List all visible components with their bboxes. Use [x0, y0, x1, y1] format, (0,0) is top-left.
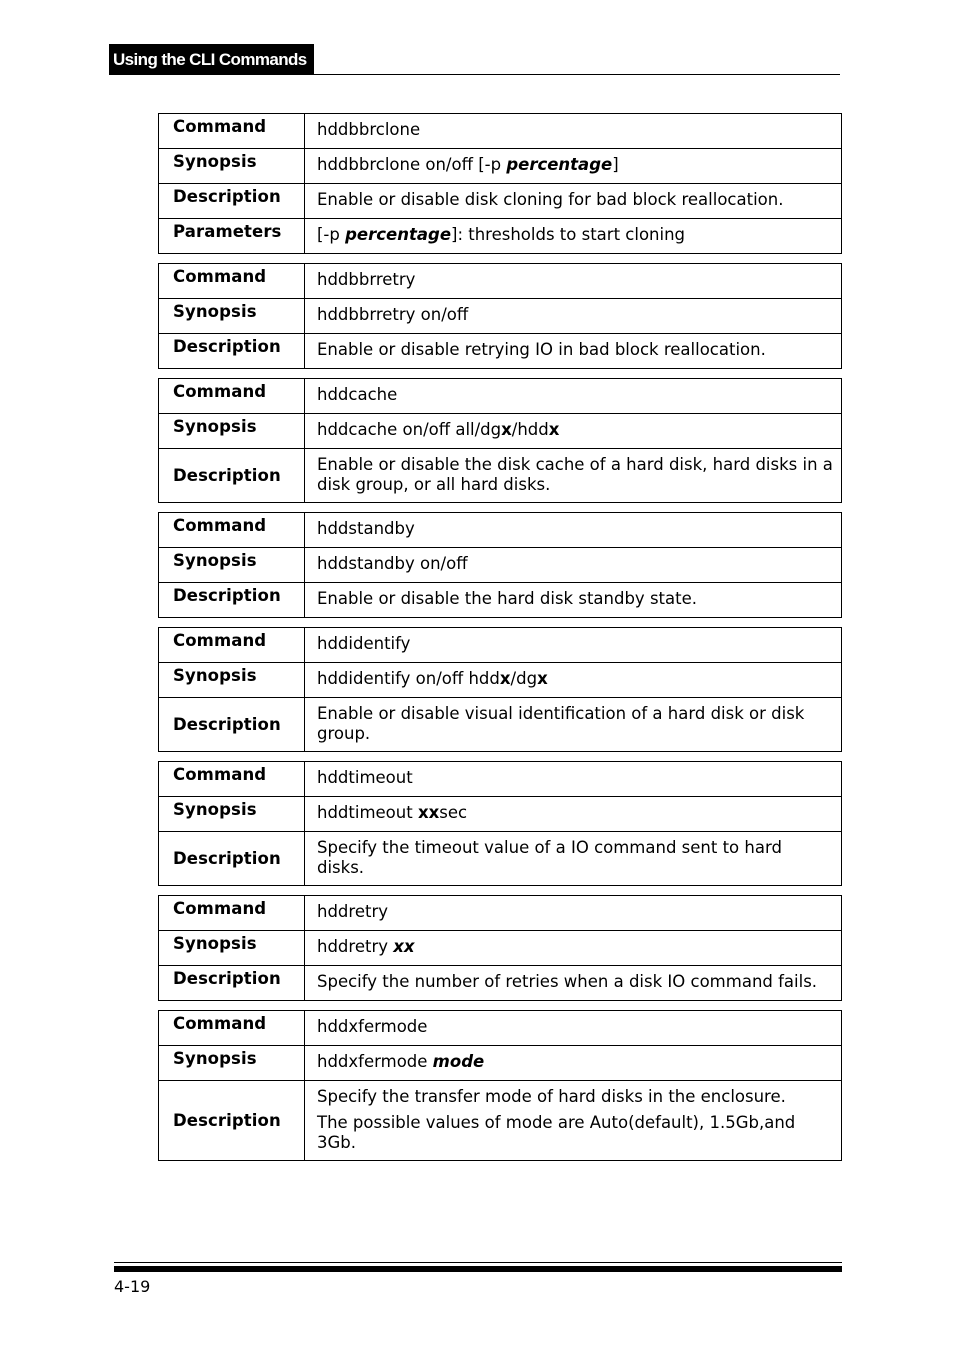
table-row — [159, 1011, 842, 1046]
description-label: Description — [159, 966, 305, 1001]
table-row — [159, 219, 842, 254]
page-number: 4-19 — [114, 1277, 151, 1296]
description-value: Enable or disable disk cloning for bad block reallocation. — [305, 184, 842, 219]
table-row — [159, 931, 842, 966]
synopsis-label: Synopsis — [159, 149, 305, 184]
synopsis-label: Synopsis — [159, 548, 305, 583]
command-label: Command — [159, 114, 305, 149]
command-value: hddtimeout — [305, 762, 842, 797]
command-label: Command — [159, 762, 305, 797]
command-value: hddbbrclone — [305, 114, 842, 149]
table-row — [159, 379, 842, 414]
table-row — [159, 548, 842, 583]
description-value: Enable or disable visual identification of a hard disk or disk group. — [305, 698, 842, 752]
command-table-hddbbrretry — [158, 263, 842, 369]
table-row — [159, 698, 842, 752]
table-row — [159, 264, 842, 299]
table-row — [159, 184, 842, 219]
command-label: Command — [159, 1011, 305, 1046]
command-table-hddxfermode — [158, 1010, 842, 1161]
command-tables — [158, 113, 842, 1170]
table-row — [159, 762, 842, 797]
description-value: Specify the timeout value of a IO command sent to hard disks. — [305, 832, 842, 886]
header-rule — [109, 74, 840, 75]
command-table-hddidentify — [158, 627, 842, 752]
table-row — [159, 628, 842, 663]
command-label: Command — [159, 379, 305, 414]
command-label: Command — [159, 264, 305, 299]
description-label: Description — [159, 184, 305, 219]
synopsis-value: hddxfermode mode — [305, 1046, 842, 1081]
synopsis-value: hddidentify on/off hddx/dgx — [305, 663, 842, 698]
table-row — [159, 114, 842, 149]
description-label: Description — [159, 583, 305, 618]
command-table-hddcache — [158, 378, 842, 503]
command-table-hddretry — [158, 895, 842, 1001]
table-row — [159, 299, 842, 334]
description-paragraph: Specify the transfer mode of hard disks in the enclosure. — [317, 1087, 786, 1106]
table-row — [159, 149, 842, 184]
command-value: hddidentify — [305, 628, 842, 663]
synopsis-value: hddbbrretry on/off — [305, 299, 842, 334]
description-label: Description — [159, 449, 305, 503]
table-row — [159, 334, 842, 369]
table-row — [159, 832, 842, 886]
description-value: Enable or disable retrying IO in bad block reallocation. — [305, 334, 842, 369]
section-title: Using the CLI Commands — [109, 44, 314, 75]
table-row — [159, 896, 842, 931]
command-label: Command — [159, 896, 305, 931]
command-table-hddbbrclone — [158, 113, 842, 254]
description-label: Description — [159, 832, 305, 886]
command-label: Command — [159, 628, 305, 663]
table-row — [159, 663, 842, 698]
command-value: hddcache — [305, 379, 842, 414]
table-row — [159, 1046, 842, 1081]
description-value: Enable or disable the disk cache of a hard disk, hard disks in a disk group, or all hard disks. — [305, 449, 842, 503]
description-label: Description — [159, 334, 305, 369]
command-value: hddbbrretry — [305, 264, 842, 299]
synopsis-label: Synopsis — [159, 1046, 305, 1081]
table-row — [159, 1081, 842, 1161]
synopsis-value: hddbbrclone on/off [-p percentage] — [305, 149, 842, 184]
command-value: hddretry — [305, 896, 842, 931]
parameters-label: Parameters — [159, 219, 305, 254]
table-row — [159, 966, 842, 1001]
footer-rule-thin — [114, 1262, 842, 1263]
command-label: Command — [159, 513, 305, 548]
synopsis-label: Synopsis — [159, 299, 305, 334]
table-row — [159, 797, 842, 832]
description-label: Description — [159, 698, 305, 752]
synopsis-label: Synopsis — [159, 931, 305, 966]
description-paragraph: The possible values of mode are Auto(default), 1.5Gb,and 3Gb. — [317, 1113, 796, 1152]
table-row — [159, 513, 842, 548]
command-value: hddxfermode — [305, 1011, 842, 1046]
footer-rule-thick — [114, 1266, 842, 1272]
description-value — [305, 1081, 842, 1161]
parameters-value: [-p percentage]: thresholds to start cloning — [305, 219, 842, 254]
description-value: Enable or disable the hard disk standby state. — [305, 583, 842, 618]
synopsis-value: hddcache on/off all/dgx/hddx — [305, 414, 842, 449]
synopsis-value: hddretry xx — [305, 931, 842, 966]
synopsis-label: Synopsis — [159, 414, 305, 449]
table-row — [159, 449, 842, 503]
table-row — [159, 414, 842, 449]
description-value: Specify the number of retries when a disk IO command fails. — [305, 966, 842, 1001]
description-label: Description — [159, 1081, 305, 1161]
synopsis-label: Synopsis — [159, 797, 305, 832]
synopsis-value: hddstandby on/off — [305, 548, 842, 583]
table-row — [159, 583, 842, 618]
command-table-hddstandby — [158, 512, 842, 618]
synopsis-label: Synopsis — [159, 663, 305, 698]
synopsis-value: hddtimeout xxsec — [305, 797, 842, 832]
command-table-hddtimeout — [158, 761, 842, 886]
command-value: hddstandby — [305, 513, 842, 548]
